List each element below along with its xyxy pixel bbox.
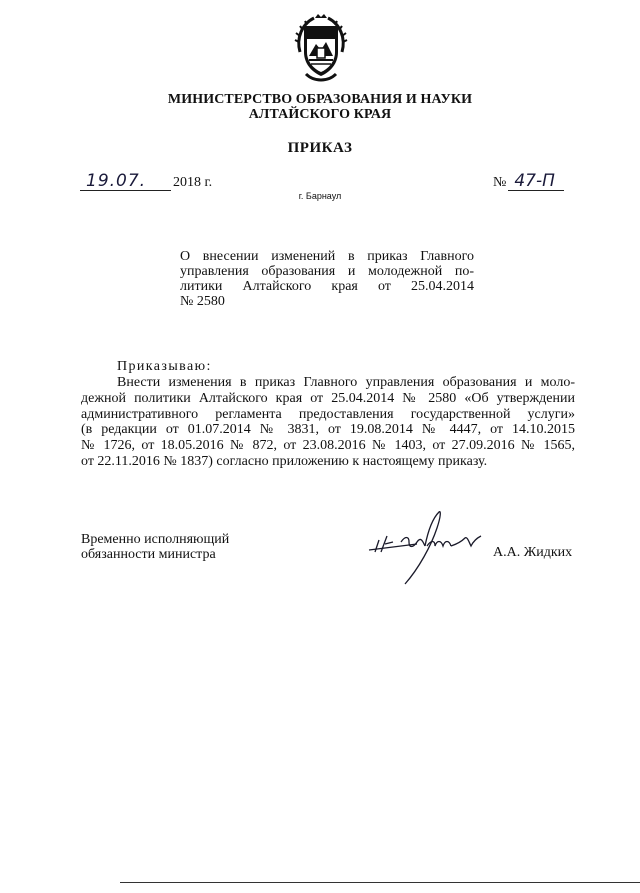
subject-line-3: литики Алтайского края от 25.04.2014 bbox=[180, 279, 474, 294]
body-line-4: (в редакции от 01.07.2014 № 3831, от 19.08.2014 № 4447, от 14.10.2015 bbox=[81, 422, 575, 438]
page-bottom-rule bbox=[120, 882, 640, 883]
subject-line-2: управления образования и молодежной по- bbox=[180, 264, 474, 279]
ministry-name bbox=[120, 92, 520, 122]
body-line-3: административного регламента предоставления государственной услуги» bbox=[81, 406, 575, 422]
role-line-2: обязанности министра bbox=[81, 547, 216, 562]
decree-word: Приказываю: bbox=[117, 359, 212, 374]
subject-line-4: № 2580 bbox=[180, 294, 225, 309]
handwritten-signature-icon bbox=[365, 506, 490, 588]
signatory-role bbox=[81, 532, 229, 562]
ministry-line-1: МИНИСТЕРСТВО ОБРАЗОВАНИЯ И НАУКИ bbox=[167, 92, 473, 107]
city-name: г. Барнаул bbox=[298, 191, 342, 201]
coat-of-arms-icon bbox=[292, 12, 350, 84]
number-prefix: № bbox=[493, 175, 507, 190]
ministry-line-2: АЛТАЙСКОГО КРАЯ bbox=[248, 107, 392, 122]
document-type: ПРИКАЗ bbox=[287, 140, 353, 156]
role-line-1: Временно исполняющий bbox=[81, 532, 230, 547]
body-line-5: № 1726, от 18.05.2016 № 872, от 23.08.2016 № 1403, от 27.09.2016 № 1565, bbox=[81, 438, 575, 454]
body-paragraph bbox=[81, 375, 575, 470]
document-date bbox=[80, 172, 212, 191]
document-number bbox=[493, 172, 564, 191]
body-line-6: от 22.11.2016 № 1837) согласно приложению к настоящему приказу. bbox=[81, 453, 488, 469]
document-subject bbox=[180, 249, 474, 309]
handwritten-date: 19.07. bbox=[80, 172, 171, 191]
body-line-2: дежной политики Алтайского края от 25.04.2014 № 2580 «Об утверждении bbox=[81, 390, 575, 406]
handwritten-number: 47-П bbox=[508, 172, 564, 191]
subject-line-1: О внесении изменений в приказ Главного bbox=[180, 249, 474, 264]
date-year: 2018 г. bbox=[173, 175, 213, 190]
body-line-1: Внести изменения в приказ Главного управления образования и моло- bbox=[117, 375, 575, 390]
signatory-name: А.А. Жидких bbox=[493, 545, 573, 560]
